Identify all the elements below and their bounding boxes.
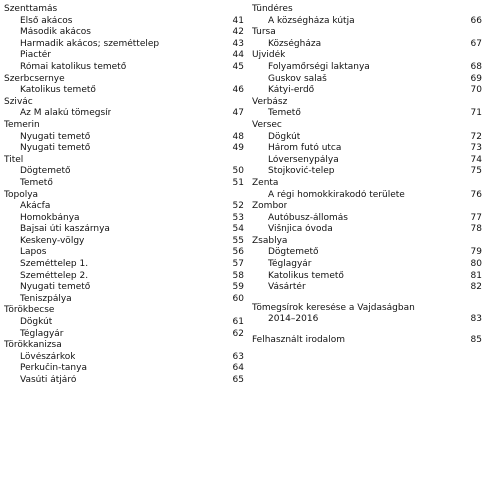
toc-page-number: 70 [470,85,482,96]
toc-entry-label: Téglagyár [20,328,64,339]
toc-heading [252,120,482,132]
toc-heading [252,178,482,190]
toc-entry-label: Téglagyár [268,259,312,270]
toc-entry-label: Tömegsírok keresése a Vajdaságban [252,302,415,313]
toc-heading [4,340,244,352]
toc-entry-label: Törökkanizsa [4,340,62,351]
toc-page-number: 83 [470,314,482,325]
toc-heading [4,74,244,86]
toc-entry [4,143,244,155]
toc-page-number: 53 [232,212,244,223]
toc-entry [4,50,244,62]
toc-entry-label: Versec [252,119,282,130]
toc-page-number: 60 [232,293,244,304]
toc-page-number: 73 [470,143,482,154]
toc-entry [4,224,244,236]
toc-entry-label: Temerin [4,119,40,130]
toc-entry [252,143,482,155]
toc-entry-label: Zombor [252,201,288,212]
toc-entry-label: Folyamőrségi laktanya [268,61,370,72]
toc-entry-label: Római katolikus temető [20,61,127,72]
toc-page-number: 63 [232,351,244,362]
toc-entry [252,39,482,51]
toc-entry-label: Vasúti átjáró [20,375,77,385]
toc-entry-label: Bajsai úti kaszárnya [20,224,110,235]
toc-page-number: 79 [470,247,482,258]
toc-page-number: 59 [232,282,244,293]
toc-entry-label: Titel [4,154,24,165]
toc-entry-label: Szenttamás [4,4,58,14]
toc-page-number: 49 [232,143,244,154]
toc-heading [4,4,244,16]
toc-left-column [4,4,244,387]
toc-entry [252,108,482,120]
toc-page-number: 78 [470,224,482,235]
toc-page-number: 61 [232,317,244,328]
toc-page-number: 72 [470,131,482,142]
toc-entry-label: Keskeny-völgy [20,235,85,246]
toc-page-number: 71 [470,108,482,119]
toc-page-number: 76 [470,189,482,200]
toc-page-number: 81 [470,270,482,281]
toc-entry [252,16,482,28]
toc-entry [4,247,244,259]
toc-entry [4,352,244,364]
toc-entry-label: Tündéres [252,4,293,14]
toc-entry-label: Autóbusz-állomás [268,212,348,223]
toc-heading [4,97,244,109]
toc-entry-label: Perkučin-tanya [20,363,87,374]
toc-entry-label: Dögtemető [268,247,319,258]
toc-heading [252,50,482,62]
toc-page-number: 42 [232,27,244,38]
toc-entry [4,108,244,120]
toc-page-number: 54 [232,224,244,235]
toc-page-number: 44 [232,50,244,61]
toc-entry-label: Nyugati temető [20,143,91,154]
toc-entry [252,132,482,144]
toc-entry-label: Újvidék [252,50,286,61]
toc-entry [252,282,482,294]
toc-entry [4,201,244,213]
toc-entry-label: Nyugati temető [20,131,91,142]
toc-page-number: 52 [232,201,244,212]
toc-entry [4,62,244,74]
toc-heading [4,190,244,202]
toc-entry [4,39,244,51]
toc-entry [252,190,482,202]
toc-entry [4,236,244,248]
toc-entry-label: Harmadik akácos; szeméttelep [20,38,160,49]
toc-entry [252,166,482,178]
toc-entry [4,178,244,190]
toc-entry-label: Tursa [252,27,276,38]
toc-entry [252,247,482,259]
toc-right-column [252,4,482,347]
toc-entry-label: Szerbcsernye [4,73,65,84]
toc-spacer [252,326,482,335]
toc-entry [4,85,244,97]
toc-entry [252,213,482,225]
toc-entry [4,166,244,178]
toc-page-number: 68 [470,61,482,72]
toc-entry [4,329,244,341]
toc-entry-label: Katolikus temető [268,270,344,281]
toc-entry-label: Lóversenypálya [268,154,339,165]
toc-heading [252,201,482,213]
toc-heading [4,305,244,317]
toc-entry-label: Guskov salaš [268,73,327,84]
toc-entry-label: Kátyi-erdő [268,85,315,96]
toc-entry-label: Stojković-telep [268,166,335,177]
toc-entry [4,282,244,294]
toc-entry [4,317,244,329]
toc-entry [4,259,244,271]
toc-entry-label: Dögkút [20,317,53,328]
toc-entry-label: Törökbecse [4,305,55,316]
toc-entry-label: Verbász [252,96,288,107]
toc-entry-label: Felhasznált irodalom [252,335,345,346]
toc-entry-label: Zenta [252,177,279,188]
toc-entry-label: Második akácos [20,27,91,38]
toc-page-number: 77 [470,212,482,223]
toc-page-number: 55 [232,235,244,246]
toc-page-number: 62 [232,328,244,339]
toc-entry-label: Piactér [20,50,51,61]
toc-heading [4,120,244,132]
toc-heading [252,97,482,109]
toc-entry-label: Szivác [4,96,33,107]
toc-heading [4,155,244,167]
toc-entry-label: Dögkút [268,131,301,142]
toc-page-number: 67 [470,38,482,49]
toc-entry-label: Szeméttelep 2. [20,270,89,281]
toc-entry [252,85,482,97]
toc-heading [252,335,482,347]
toc-entry-label: Dögtemető [20,166,71,177]
toc-entry [252,314,482,326]
toc-entry [4,213,244,225]
toc-page-number: 58 [232,270,244,281]
toc-page-number: 57 [232,259,244,270]
toc-entry-label: Katolikus temető [20,85,96,96]
toc-entry [252,224,482,236]
toc-entry-label: A régi homokkirakodó területe [268,189,405,200]
toc-entry-label: 2014–2016 [268,314,319,325]
toc-entry [252,271,482,283]
toc-entry-label: Az M alakú tömegsír [20,108,112,119]
toc-entry-label: Temető [20,177,53,188]
toc-entry-label: Első akácos [20,15,73,26]
toc-page-number: 46 [232,85,244,96]
toc-entry-label: Zsablya [252,235,288,246]
toc-entry [4,271,244,283]
toc-entry-label: Községháza [268,38,322,49]
toc-page-number: 85 [470,335,482,346]
toc-entry-label: Teniszpálya [20,293,72,304]
toc-entry [4,363,244,375]
toc-page-number: 75 [470,166,482,177]
toc-page-number: 69 [470,73,482,84]
toc-entry-label: Három futó utca [268,143,342,154]
toc-page-number: 51 [232,177,244,188]
toc-page-number: 56 [232,247,244,258]
toc-page-number: 48 [232,131,244,142]
toc-heading [252,4,482,16]
toc-heading [252,27,482,39]
toc-heading [252,303,482,315]
toc-entry [4,294,244,306]
toc-page-number: 64 [232,363,244,374]
toc-entry [4,16,244,28]
toc-entry [4,27,244,39]
toc-page-number: 41 [232,15,244,26]
toc-entry-label: Temető [268,108,301,119]
toc-page-number: 65 [232,375,244,385]
toc-heading [252,236,482,248]
toc-entry-label: Vásártér [268,282,306,293]
toc-entry [252,259,482,271]
toc-page-number: 82 [470,282,482,293]
toc-entry-label: Szeméttelep 1. [20,259,89,270]
toc-entry [252,74,482,86]
toc-entry-label: Lapos [20,247,47,258]
toc-page-number: 74 [470,154,482,165]
toc-entry-label: Lövészárkok [20,351,76,362]
toc-entry [4,132,244,144]
toc-entry-label: Nyugati temető [20,282,91,293]
toc-entry-label: A községháza kútja [268,15,355,26]
toc-page-number: 66 [470,15,482,26]
toc-entry [4,375,244,387]
toc-spacer [252,294,482,303]
toc-page-number: 43 [232,38,244,49]
toc-entry [252,62,482,74]
toc-entry-label: Topolya [4,189,39,200]
toc-entry-label: Višnjica óvoda [268,224,333,235]
toc-page-number: 47 [232,108,244,119]
toc-entry-label: Homokbánya [20,212,80,223]
toc-page-number: 80 [470,259,482,270]
toc-entry [252,155,482,167]
toc-entry-label: Akácfa [20,201,51,212]
toc-page-number: 45 [232,61,244,72]
toc-page-number: 50 [232,166,244,177]
